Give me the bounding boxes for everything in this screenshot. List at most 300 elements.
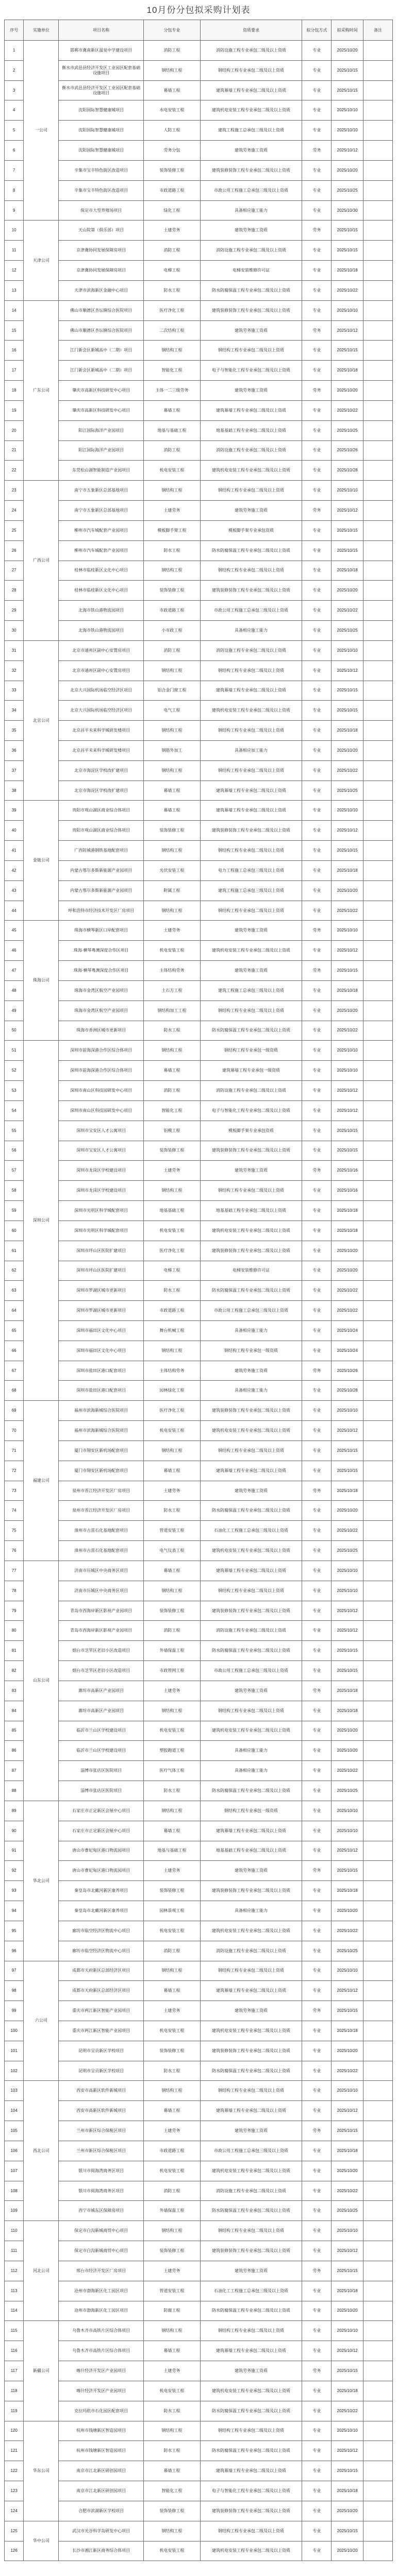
cell-date: 2025/10/15 (332, 2461, 363, 2481)
cell-remark (363, 1561, 392, 1581)
cell-method: 专业 (302, 2141, 332, 2161)
cell-project: 深圳市前海深港合作区综合体项目 (59, 1041, 144, 1061)
cell-project: 临沂市兰山区学校建设项目 (59, 1721, 144, 1741)
cell-date: 2025/10/18 (332, 2381, 363, 2401)
cell-method: 专业 (302, 300, 332, 320)
cell-requirement: 建筑劳务施工资质 (200, 961, 302, 981)
table-row (5, 320, 393, 341)
cell-remark (363, 1641, 392, 1661)
cell-specialty: 市政道路工程 (144, 180, 201, 200)
cell-remark (363, 2101, 392, 2121)
cell-remark (363, 801, 392, 821)
cell-remark (363, 821, 392, 841)
cell-specialty: 钢结构工程 (144, 2321, 201, 2341)
cell-specialty: 机电安装工程 (144, 2541, 201, 2561)
page-title: 10月份分包拟采购计划表 (146, 5, 251, 15)
cell-index: 120 (5, 2421, 24, 2441)
cell-index: 103 (5, 2081, 24, 2101)
cell-date: 2025/10/15 (332, 540, 363, 561)
cell-remark (363, 540, 392, 561)
table-row (5, 2341, 393, 2361)
cell-index: 26 (5, 540, 24, 561)
cell-requirement: 建筑幕墙工程专业承包二级及以上资质 (200, 681, 302, 701)
table-row (5, 721, 393, 741)
cell-remark (363, 420, 392, 440)
cell-date: 2025/10/12 (332, 1841, 363, 1861)
cell-requirement: 市政公用工程施工总承包三级及以上资质 (200, 2141, 302, 2161)
cell-project: 珠海市香洲区城市更新项目 (59, 1021, 144, 1041)
table-row (5, 1440, 393, 1461)
cell-date: 2025/10/15 (332, 341, 363, 361)
cell-requirement: 市政公用工程施工总承包三级及以上资质 (200, 1661, 302, 1681)
cell-unit: 华东公司 (24, 2421, 59, 2521)
cell-requirement: 地基基础工程专业承包二级及以上资质 (200, 420, 302, 440)
cell-project: 北京昌平未来科学城研发楼项目 (59, 721, 144, 741)
cell-method: 专业 (302, 701, 332, 721)
cell-requirement: 建筑机电安装工程专业承包二级及以上资质 (200, 701, 302, 721)
cell-method: 专业 (302, 2321, 332, 2341)
cell-specialty: 二次结构工程 (144, 320, 201, 341)
cell-requirement: 建筑劳务施工资质 (200, 2361, 302, 2381)
cell-project: 江门新会区新城高中（二期）项目 (59, 361, 144, 381)
cell-index: 97 (5, 1961, 24, 1981)
cell-remark (363, 1521, 392, 1541)
cell-specialty: 园林绿化工程 (144, 1381, 201, 1401)
cell-date: 2025/10/22 (332, 400, 363, 420)
cell-date: 2025/10/15 (332, 1461, 363, 1481)
cell-method: 专业 (302, 1661, 332, 1681)
cell-method: 专业 (302, 2401, 332, 2421)
cell-remark (363, 2121, 392, 2141)
cell-project: 潍坊市高新区产业园项目 (59, 1701, 144, 1721)
header-index: 序号 (5, 20, 24, 41)
cell-method: 劳务 (302, 381, 332, 401)
cell-project: 乌鲁木齐市高铁片区综合体项目 (59, 2321, 144, 2341)
cell-project: 合肥市滨湖新区学校项目 (59, 2501, 144, 2521)
table-row (5, 1401, 393, 1421)
cell-date: 2025/10/10 (332, 1041, 363, 1061)
cell-requirement: 防水防腐保温工程专业承包二级及以上资质 (200, 2441, 302, 2461)
cell-remark (363, 1601, 392, 1621)
table-body (5, 41, 393, 2561)
cell-requirement: 防水防腐保温工程专业承包二级及以上资质 (200, 2401, 302, 2421)
table-row (5, 2361, 393, 2381)
table-row (5, 2221, 393, 2241)
table-row (5, 540, 393, 561)
cell-method: 专业 (302, 941, 332, 961)
table-row (5, 1781, 393, 1801)
cell-remark (363, 980, 392, 1001)
table-row (5, 601, 393, 621)
cell-index: 24 (5, 501, 24, 521)
table-row (5, 1121, 393, 1141)
cell-project: 重庆市两江新区智能产业园项目 (59, 2021, 144, 2041)
cell-project: 珠海市金湾区航空产业园项目 (59, 1001, 144, 1021)
cell-index: 30 (5, 621, 24, 641)
cell-date: 2025/10/25 (332, 1941, 363, 1961)
cell-method: 专业 (302, 1801, 332, 1821)
cell-specialty: 幕墙工程 (144, 400, 201, 420)
cell-index: 116 (5, 2341, 24, 2361)
cell-remark (363, 640, 392, 660)
cell-requirement: 建筑劳务施工资质 (200, 2261, 302, 2281)
table-row (5, 1201, 393, 1221)
cell-project: 北京市通州区副中心安置房项目 (59, 640, 144, 660)
cell-project: 石家庄市正定新区会展中心项目 (59, 1821, 144, 1841)
cell-requirement: 防水防腐保温工程专业承包二级及以上资质 (200, 1501, 302, 1521)
cell-specialty: 光伏安装工程 (144, 860, 201, 880)
header-requirement: 资质要求 (200, 20, 302, 41)
cell-specialty: 幕墙工程 (144, 80, 201, 100)
cell-date: 2025/10/10 (332, 2081, 363, 2101)
cell-project: 成都市天府新区总部经济区项目 (59, 1981, 144, 2001)
cell-method: 专业 (302, 1281, 332, 1301)
cell-remark (363, 2361, 392, 2381)
table-row (5, 2501, 393, 2521)
cell-remark (363, 80, 392, 100)
cell-project: 广西防城港钢铁基地配套项目 (59, 841, 144, 861)
cell-index: 29 (5, 601, 24, 621)
cell-index: 8 (5, 180, 24, 200)
cell-date: 2025/10/18 (332, 721, 363, 741)
cell-index: 37 (5, 760, 24, 781)
cell-specialty: 塑胶跑道工程 (144, 1741, 201, 1761)
cell-method: 劳务 (302, 1861, 332, 1881)
cell-date: 2025/10/18 (332, 1221, 363, 1241)
cell-index: 86 (5, 1741, 24, 1761)
cell-index: 124 (5, 2501, 24, 2521)
cell-requirement: 具备相应施工能力 (200, 1901, 302, 1921)
cell-project: 厦门市翔安区新机场配套项目 (59, 1461, 144, 1481)
cell-method: 劳务 (302, 141, 332, 161)
cell-date: 2025/10/10 (332, 300, 363, 320)
cell-project: 潍坊市高新区产业园项目 (59, 1681, 144, 1701)
cell-method: 劳务 (302, 961, 332, 981)
cell-date: 2025/10/15 (332, 60, 363, 80)
table-row (5, 1981, 393, 2001)
cell-index: 23 (5, 481, 24, 501)
cell-method: 专业 (302, 2441, 332, 2461)
cell-index: 41 (5, 841, 24, 861)
cell-project: 昆明市呈贡新区学校项目 (59, 2061, 144, 2081)
cell-specialty: 钢结构工程 (144, 2421, 201, 2441)
cell-index: 66 (5, 1341, 24, 1361)
cell-date: 2025/10/10 (332, 2321, 363, 2341)
cell-index: 31 (5, 640, 24, 660)
cell-index: 98 (5, 1981, 24, 2001)
cell-remark (363, 2341, 392, 2361)
cell-requirement: 建筑机电安装工程专业承包二级及以上资质 (200, 1541, 302, 1561)
cell-requirement: 地基基础工程专业承包二级及以上资质 (200, 1841, 302, 1861)
cell-project: 阳江国际海洋产业园项目 (59, 420, 144, 440)
cell-index: 85 (5, 1721, 24, 1741)
cell-remark (363, 1381, 392, 1401)
cell-specialty: 园林景观工程 (144, 1901, 201, 1921)
cell-index: 100 (5, 2021, 24, 2041)
cell-method: 专业 (302, 1901, 332, 1921)
cell-index: 28 (5, 581, 24, 601)
cell-index: 110 (5, 2221, 24, 2241)
cell-requirement: 防水防腐保温工程专业承包二级及以上资质 (200, 2061, 302, 2081)
cell-specialty: 土建劳务 (144, 2121, 201, 2141)
cell-index: 34 (5, 701, 24, 721)
cell-index: 68 (5, 1381, 24, 1401)
cell-specialty: 管道安装工程 (144, 1521, 201, 1541)
cell-date: 2025/10/10 (332, 2221, 363, 2241)
cell-date: 2025/10/24 (332, 1321, 363, 1341)
table-row (5, 1861, 393, 1881)
cell-specialty: 防水工程 (144, 1281, 201, 1301)
cell-requirement: 建筑机电安装工程专业承包二级及以上资质 (200, 1721, 302, 1741)
cell-project: 淄博市张店区医院项目 (59, 1761, 144, 1781)
cell-unit: 一公司 (24, 41, 59, 221)
cell-remark (363, 160, 392, 180)
table-row (5, 2241, 393, 2261)
cell-remark (363, 1141, 392, 1161)
cell-requirement: 建筑劳务施工资质 (200, 381, 302, 401)
cell-remark (363, 1821, 392, 1841)
cell-project: 兰州市新区综合保税区项目 (59, 2121, 144, 2141)
cell-specialty: 钢结构工程 (144, 1440, 201, 1461)
cell-requirement: 电力工程施工总承包三级及以上资质 (200, 860, 302, 880)
cell-specialty: 机电安装工程 (144, 1921, 201, 1941)
cell-date: 2025/10/12 (332, 2441, 363, 2461)
cell-index: 87 (5, 1761, 24, 1781)
table-row (5, 2541, 393, 2561)
cell-project: 深圳市福田区文化中心项目 (59, 1341, 144, 1361)
cell-method: 专业 (302, 801, 332, 821)
cell-index: 118 (5, 2381, 24, 2401)
cell-specialty: 土建劳务 (144, 1481, 201, 1501)
cell-index: 7 (5, 160, 24, 180)
cell-remark (363, 1541, 392, 1561)
cell-specialty: 消防工程 (144, 1081, 201, 1101)
header-unit: 实施单位 (24, 20, 59, 41)
cell-date: 2025/10/30 (332, 200, 363, 221)
cell-remark (363, 1941, 392, 1961)
cell-project: 北海市铁山港物流园项目 (59, 621, 144, 641)
table-row (5, 300, 393, 320)
cell-index: 70 (5, 1421, 24, 1441)
cell-specialty: 电气仪表工程 (144, 1541, 201, 1561)
cell-project: 唐山市曹妃甸区港口物流园项目 (59, 1861, 144, 1881)
cell-specialty: 主体一二三级劳务 (144, 381, 201, 401)
cell-project: 东莞松山湖智能制造产业园项目 (59, 461, 144, 481)
cell-remark (363, 121, 392, 141)
cell-remark (363, 1281, 392, 1301)
cell-date: 2025/10/15 (332, 2121, 363, 2141)
cell-requirement: 具备相应加工能力 (200, 740, 302, 760)
cell-date: 2025/10/18 (332, 2021, 363, 2041)
cell-method: 专业 (302, 2101, 332, 2121)
cell-specialty: 钢结构工程 (144, 1041, 201, 1061)
cell-date: 2025/10/12 (332, 320, 363, 341)
cell-index: 69 (5, 1401, 24, 1421)
cell-date: 2025/10/15 (332, 241, 363, 261)
cell-unit: 珠海公司 (24, 921, 59, 1041)
cell-remark (363, 2501, 392, 2521)
cell-method: 专业 (302, 2081, 332, 2101)
cell-index: 60 (5, 1221, 24, 1241)
procurement-plan-table (4, 20, 393, 2561)
cell-date: 2025/10/12 (332, 821, 363, 841)
cell-index: 89 (5, 1801, 24, 1821)
table-row (5, 860, 393, 880)
cell-project: 沈阳国际智慧健康城项目 (59, 100, 144, 121)
cell-index: 113 (5, 2281, 24, 2301)
cell-method: 专业 (302, 1121, 332, 1141)
cell-method: 劳务 (302, 320, 332, 341)
cell-requirement: 模板脚手架专业承包资质 (200, 520, 302, 540)
cell-date: 2025/10/12 (332, 660, 363, 681)
cell-date: 2025/10/22 (332, 2181, 363, 2201)
cell-specialty: 市政道路工程 (144, 601, 201, 621)
cell-date: 2025/10/25 (332, 2201, 363, 2221)
cell-index: 57 (5, 1161, 24, 1181)
cell-method: 专业 (302, 1181, 332, 1201)
cell-project: 呼和浩特市经济技术开发区厂房项目 (59, 901, 144, 921)
cell-method: 专业 (302, 2501, 332, 2521)
cell-date: 2025/10/15 (332, 1121, 363, 1141)
cell-date: 2025/10/10 (332, 640, 363, 660)
table-row (5, 121, 393, 141)
cell-project: 深圳市南山区科技园研发中心项目 (59, 1100, 144, 1121)
cell-project: 邯郸市冀南新区温泉中学建设项目 (59, 41, 144, 61)
cell-project: 天山院第（俱乐部）项目 (59, 221, 144, 241)
cell-method: 专业 (302, 901, 332, 921)
cell-requirement: 建筑幕墙工程专业承包二级及以上资质 (200, 1821, 302, 1841)
cell-project: 喀什经济开发区产业园项目 (59, 2381, 144, 2401)
cell-unit: 金链公司 (24, 801, 59, 921)
cell-project: 北海市铁山港物流园项目 (59, 601, 144, 621)
cell-date: 2025/10/20 (332, 1901, 363, 1921)
cell-project: 北京市海淀区学校改扩建项目 (59, 760, 144, 781)
cell-method: 专业 (302, 1001, 332, 1021)
cell-date: 2025/10/22 (332, 760, 363, 781)
cell-index: 81 (5, 1641, 24, 1661)
cell-specialty: 钢筋外加工 (144, 740, 201, 760)
table-row (5, 1521, 393, 1541)
cell-method: 专业 (302, 1201, 332, 1221)
table-row (5, 2521, 393, 2541)
cell-date: 2025/10/18 (332, 1681, 363, 1701)
cell-specialty: 土石方工程 (144, 980, 201, 1001)
cell-project: 武汉市光谷科学岛研发中心项目 (59, 2521, 144, 2541)
table-row (5, 2441, 393, 2461)
cell-unit: 北京公司 (24, 640, 59, 801)
cell-requirement: 建筑劳务施工资质 (200, 320, 302, 341)
cell-method: 专业 (302, 1461, 332, 1481)
cell-project: 北京大兴国际机场临空经济区项目 (59, 681, 144, 701)
cell-project: 杭州市钱塘新区智造园项目 (59, 2441, 144, 2461)
cell-index: 63 (5, 1281, 24, 1301)
cell-requirement: 钢结构工程专业承包二级及以上资质 (200, 1001, 302, 1021)
cell-project: 银川市阅海湾商务区项目 (59, 2181, 144, 2201)
cell-project: 淄博市张店区医院项目 (59, 1781, 144, 1801)
cell-specialty: 机电安装工程 (144, 2381, 201, 2401)
cell-index: 50 (5, 1021, 24, 1041)
cell-requirement: 钢结构工程专业承包二级及以上资质 (200, 1181, 302, 1201)
cell-requirement: 钢结构工程专业承包二级及以上资质 (200, 760, 302, 781)
cell-project: 厦门市翔安区新机场配套项目 (59, 1440, 144, 1461)
cell-method: 专业 (302, 341, 332, 361)
cell-date: 2025/10/20 (332, 160, 363, 180)
cell-remark (363, 2081, 392, 2101)
table-row (5, 2161, 393, 2181)
cell-requirement: 具备相应施工能力 (200, 1741, 302, 1761)
cell-specialty: 装饰装修工程 (144, 1601, 201, 1621)
cell-date: 2025/10/18 (332, 1701, 363, 1721)
cell-requirement: 电子与智能化工程专业承包二级及以上资质 (200, 1100, 302, 1121)
cell-date: 2025/10/20 (332, 581, 363, 601)
cell-requirement: 建筑装修装饰工程专业承包二级及以上资质 (200, 821, 302, 841)
cell-requirement: 市政公用工程施工总承包三级及以上资质 (200, 180, 302, 200)
table-row (5, 1061, 393, 1081)
cell-specialty: 土建劳务 (144, 1161, 201, 1181)
cell-project: 乌鲁木齐市高铁片区综合体项目 (59, 2341, 144, 2361)
cell-date: 2025/10/22 (332, 1281, 363, 1301)
table-row (5, 2401, 393, 2421)
table-row (5, 381, 393, 401)
cell-index: 4 (5, 100, 24, 121)
cell-method: 专业 (302, 1721, 332, 1741)
cell-date: 2025/10/25 (332, 180, 363, 200)
cell-method: 专业 (302, 461, 332, 481)
cell-specialty: 幕墙工程 (144, 2101, 201, 2121)
cell-method: 专业 (302, 2241, 332, 2261)
cell-requirement: 市政公用工程施工总承包三级及以上资质 (200, 1301, 302, 1321)
cell-method: 专业 (302, 1301, 332, 1321)
table-row (5, 420, 393, 440)
cell-index: 102 (5, 2061, 24, 2081)
cell-index: 71 (5, 1440, 24, 1461)
cell-index: 93 (5, 1881, 24, 1901)
cell-specialty: 消防工程 (144, 41, 201, 61)
cell-method: 专业 (302, 1841, 332, 1861)
cell-requirement: 防水防腐保温工程专业承包二级及以上资质 (200, 1281, 302, 1301)
cell-date: 2025/10/18 (332, 1481, 363, 1501)
cell-requirement: 建筑劳务施工资质 (200, 921, 302, 941)
cell-index: 101 (5, 2041, 24, 2061)
cell-project: 桂林市临桂新区文化中心项目 (59, 561, 144, 581)
table-row (5, 1641, 393, 1661)
cell-remark (363, 1681, 392, 1701)
cell-remark (363, 1301, 392, 1321)
cell-method: 专业 (302, 540, 332, 561)
cell-requirement: 建筑幕墙工程专业承包二级及以上资质 (200, 400, 302, 420)
cell-requirement: 防水防腐保温工程专业承包二级及以上资质 (200, 1021, 302, 1041)
cell-project: 深圳市南山区科技园研发中心项目 (59, 1081, 144, 1101)
cell-remark (363, 701, 392, 721)
cell-specialty: 消防工程 (144, 1621, 201, 1641)
table-row (5, 941, 393, 961)
cell-remark (363, 241, 392, 261)
cell-project: 沈阳国际智慧健康城项目 (59, 141, 144, 161)
cell-requirement: 钢结构工程专业承包二级及以上资质 (200, 60, 302, 80)
cell-remark (363, 280, 392, 300)
cell-remark (363, 2441, 392, 2461)
cell-index: 107 (5, 2161, 24, 2181)
cell-remark (363, 2521, 392, 2541)
cell-index: 53 (5, 1081, 24, 1101)
cell-method: 专业 (302, 740, 332, 760)
table-row (5, 1341, 393, 1361)
cell-requirement: 钢结构工程专业承包二级及以上资质 (200, 660, 302, 681)
table-row (5, 180, 393, 200)
cell-date: 2025/10/20 (332, 2161, 363, 2181)
cell-specialty: 铝合金门窗工程 (144, 681, 201, 701)
cell-remark (363, 461, 392, 481)
